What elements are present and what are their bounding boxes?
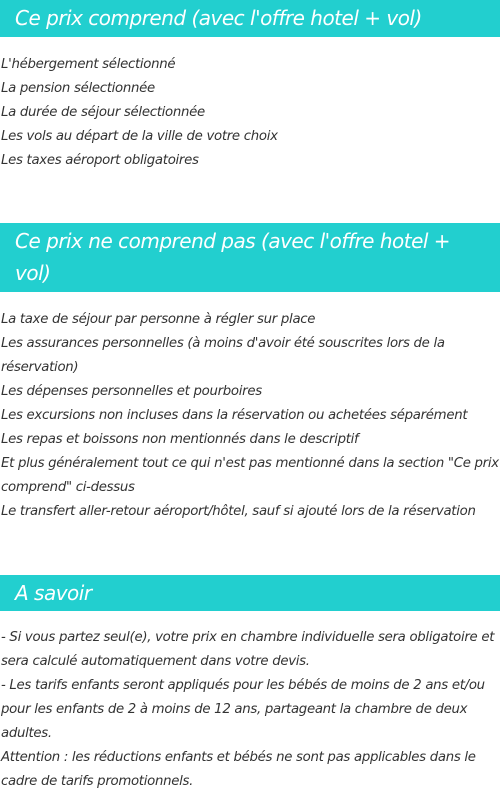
- info-paragraph: Attention : les réductions enfants et bébés ne sont pas applicables dans le cadre de tarifs promotionnels.: [1, 750, 476, 789]
- section-good-to-know-title: A savoir: [0, 575, 500, 611]
- list-item: Le transfert aller-retour aéroport/hôtel, sauf si ajouté lors de la réservation: [1, 504, 476, 519]
- section-not-included-title: Ce prix ne comprend pas (avec l'offre hotel + vol): [0, 223, 500, 292]
- section-included: [0, 0, 500, 173]
- section-not-included-list: [0, 308, 500, 524]
- list-item: Et plus généralement tout ce qui n'est pas mentionné dans la section "Ce prix comprend" ci-dessus: [1, 456, 499, 495]
- list-item: L'hébergement sélectionné: [1, 57, 176, 72]
- list-item: La durée de séjour sélectionnée: [1, 105, 205, 120]
- list-item: Les taxes aéroport obligatoires: [1, 153, 199, 168]
- list-item: Les vols au départ de la ville de votre choix: [1, 129, 278, 144]
- section-included-title: Ce prix comprend (avec l'offre hotel + vol): [0, 0, 500, 37]
- info-paragraph: - Si vous partez seul(e), votre prix en chambre individuelle sera obligatoire et sera calculé automatiquement dans votre devis.: [1, 630, 495, 669]
- list-item: La taxe de séjour par personne à régler sur place: [1, 312, 316, 327]
- list-item: Les excursions non incluses dans la réservation ou achetées séparément: [1, 408, 468, 423]
- list-item: Les repas et boissons non mentionnés dans le descriptif: [1, 432, 359, 447]
- list-item: Les assurances personnelles (à moins d'avoir été souscrites lors de la réservation): [1, 336, 445, 375]
- section-good-to-know-body: [0, 626, 500, 794]
- section-not-included: [0, 223, 500, 524]
- info-paragraph: - Les tarifs enfants seront appliqués pour les bébés de moins de 2 ans et/ou pour les enfants de 2 à moins de 12 ans, partageant la chambre de deux adultes.: [1, 678, 485, 741]
- section-included-list: [0, 53, 500, 173]
- section-good-to-know: [0, 575, 500, 794]
- list-item: Les dépenses personnelles et pourboires: [1, 384, 262, 399]
- list-item: La pension sélectionnée: [1, 81, 155, 96]
